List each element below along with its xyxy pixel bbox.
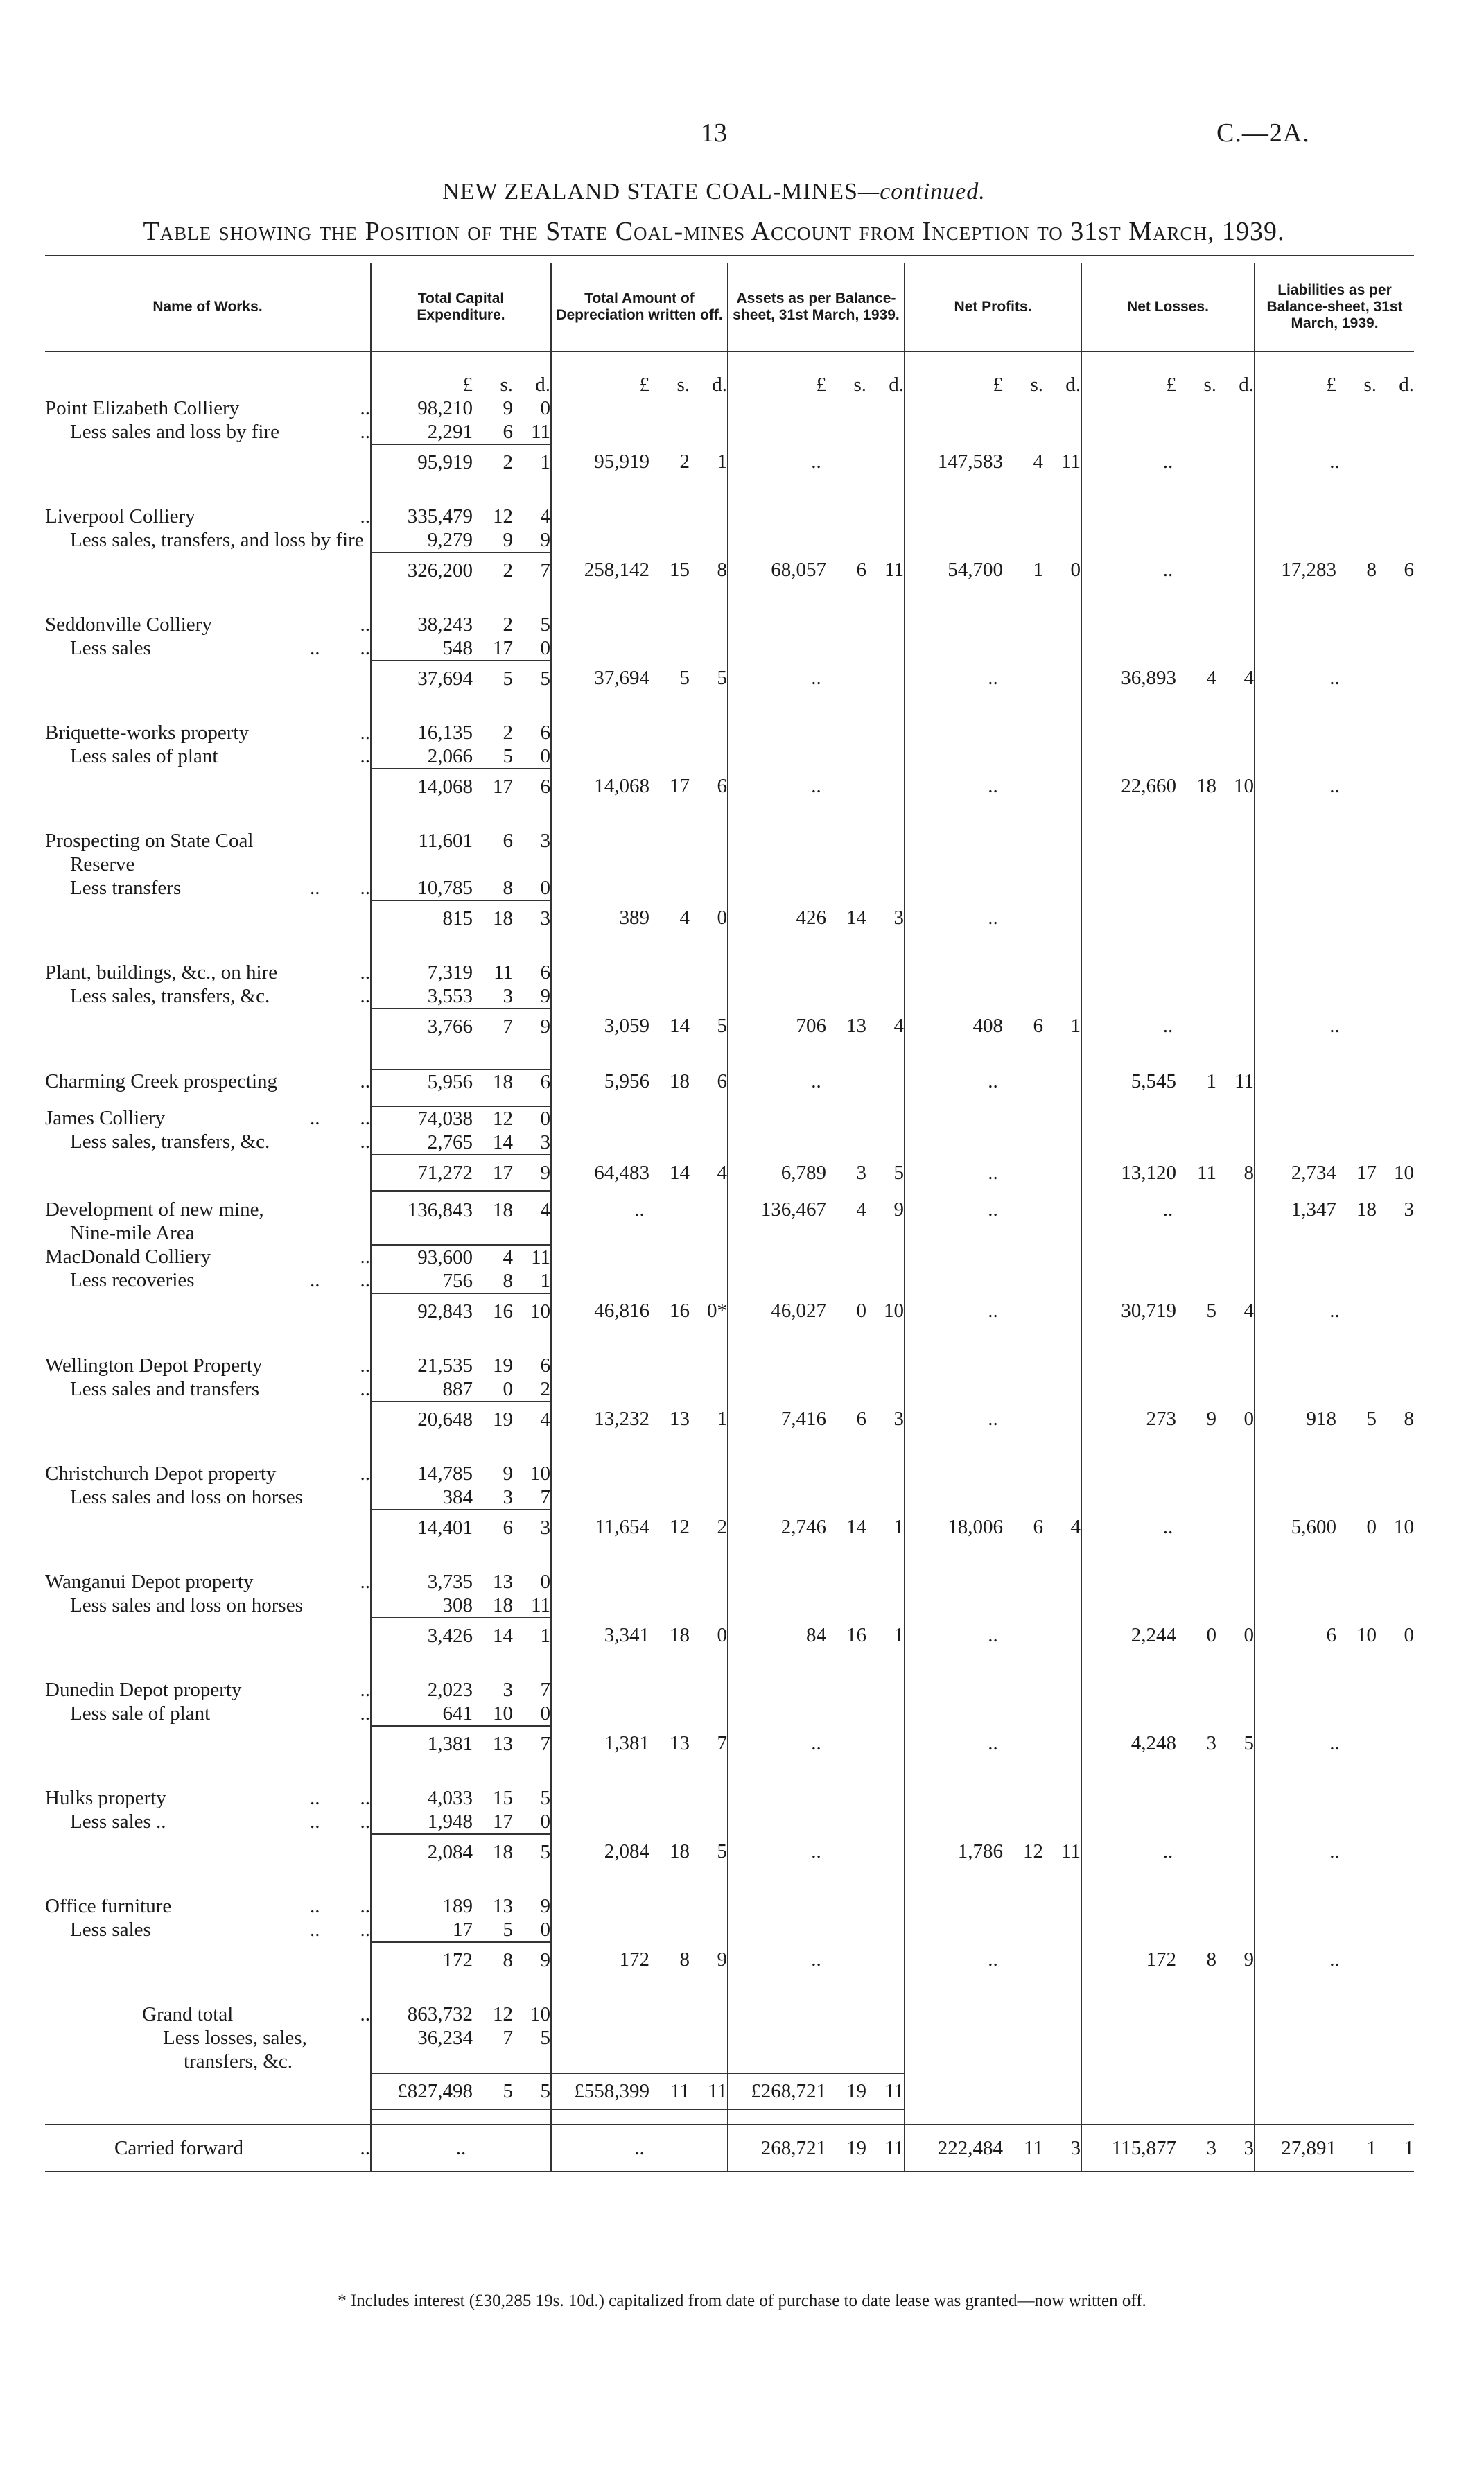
table-row: MacDonald Colliery .. Less recoveries .. .. 93,600 4 11 756 8 1 <box>45 1245 1414 1293</box>
table-row: Charming Creek prospecting .. 5,956 18 6 5,956 18 6 .. .. 5,545 1 11 <box>45 1070 1414 1094</box>
subtotal-row: 172 8 9 172 8 9 .. .. 172 8 9 .. <box>45 1942 1414 1978</box>
table-row: Hulks property .. .. Less sales .. .. .. 4,033 15 5 1,948 17 0 <box>45 1786 1414 1834</box>
subtotal-row: 3,426 14 1 3,341 18 0 84 16 1 .. 2,244 0 0 6 10 0 <box>45 1618 1414 1653</box>
subtotal-row: 20,648 19 4 13,232 13 1 7,416 6 3 .. 273 9 0 918 5 8 <box>45 1402 1414 1437</box>
table-row: Wellington Depot Property .. Less sales and transfers .. 21,535 19 6 887 0 2 <box>45 1354 1414 1402</box>
units-row: £ s. d. £ s. d. £ s. d. £ s. d. £ s. d. £ s. d. <box>45 351 1414 396</box>
footnote: * Includes interest (£30,285 19s. 10d.) capitalized from date of purchase to date lease was granted—now written off. <box>338 2292 1146 2310</box>
table-row: Point Elizabeth Colliery .. Less sales and loss by fire .. 98,210 9 0 2,291 6 11 <box>45 396 1414 444</box>
col-profits: Net Profits. <box>905 263 1081 351</box>
table-row: Wanganui Depot property .. Less sales and loss on horses 3,735 13 0 308 18 11 <box>45 1570 1414 1618</box>
subtotal-row: 3,766 7 9 3,059 14 5 706 13 4 408 6 1 .. .. <box>45 1009 1414 1044</box>
coal-mines-account-table <box>45 263 1414 2172</box>
subtotal-row: 14,401 6 3 11,654 12 2 2,746 14 1 18,006 6 4 .. 5,600 0 10 <box>45 1510 1414 1545</box>
subtotal-row: 2,084 18 5 2,084 18 5 .. 1,786 12 11 .. .. <box>45 1834 1414 1869</box>
table-row: Liverpool Colliery .. Less sales, transfers, and loss by fire 335,479 12 4 9,279 9 9 <box>45 505 1414 552</box>
table-row: James Colliery .. .. Less sales, transfers, &c. .. 74,038 12 0 2,765 14 3 <box>45 1106 1414 1155</box>
grand-total-net-row: £827,498 5 5 £558,399 11 11 £268,721 19 11 <box>45 2073 1414 2109</box>
title-main: NEW ZEALAND STATE COAL-MINES <box>442 179 858 204</box>
col-losses: Net Losses. <box>1081 263 1255 351</box>
col-liabilities: Liabilities as per Balance-sheet, 31st March, 1939. <box>1255 263 1414 351</box>
subtotal-row: 92,843 16 10 46,816 16 0* 46,027 0 10 .. 30,719 5 4 .. <box>45 1293 1414 1329</box>
page-number: 13 <box>701 119 727 148</box>
grand-total-row: Grand total .. Less losses, sales, transfers, &c. 863,732 12 10 36,234 7 5 <box>45 2002 1414 2073</box>
document-code: C.—2A. <box>1216 119 1310 148</box>
subtotal-row: 14,068 17 6 14,068 17 6 .. .. 22,660 18 10 .. <box>45 769 1414 804</box>
document-title <box>0 179 1428 205</box>
header-row <box>45 263 1414 351</box>
col-assets: Assets as per Balance-sheet, 31st March, 1939. <box>728 263 905 351</box>
table-subtitle: Table showing the Position of the State Coal-mines Account from Inception to 31st March, 1939. <box>143 217 1285 246</box>
subtotal-row: 37,694 5 5 37,694 5 5 .. .. 36,893 4 4 .. <box>45 661 1414 696</box>
table-row: Christchurch Depot property .. Less sales and loss on horses 14,785 9 10 384 3 7 <box>45 1462 1414 1510</box>
table-row: Briquette-works property .. Less sales of plant .. 16,135 2 6 2,066 5 0 <box>45 721 1414 769</box>
subtotal-row: 326,200 2 7 258,142 15 8 68,057 6 11 54,700 1 0 .. 17,283 8 6 <box>45 552 1414 588</box>
col-name-of-works: Name of Works. <box>45 263 371 351</box>
table-row: Development of new mine, Nine-mile Area 136,843 18 4 .. 136,467 4 9 .. .. 1,347 18 3 <box>45 1191 1414 1245</box>
subtotal-row: 1,381 13 7 1,381 13 7 .. .. 4,248 3 5 .. <box>45 1726 1414 1761</box>
table-row: Prospecting on State Coal Reserve Less transfers .. .. 11,601 6 3 10,785 8 0 <box>45 829 1414 900</box>
table-row: Seddonville Colliery .. Less sales .. .. 38,243 2 5 548 17 0 <box>45 613 1414 661</box>
col-capital: Total Capital Expenditure. <box>371 263 551 351</box>
subtotal-row: 95,919 2 1 95,919 2 1 .. 147,583 4 11 .. .. <box>45 444 1414 480</box>
subtotal-row: 71,272 17 9 64,483 14 4 6,789 3 5 .. 13,120 11 8 2,734 17 10 <box>45 1155 1414 1191</box>
title-suffix: —continued. <box>857 179 986 204</box>
table-row: Plant, buildings, &c., on hire .. Less sales, transfers, &c. .. 7,319 11 6 3,553 3 9 <box>45 961 1414 1009</box>
subtotal-row: 815 18 3 389 4 0 426 14 3 .. <box>45 900 1414 936</box>
table-row: Dunedin Depot property .. Less sale of plant .. 2,023 3 7 641 10 0 <box>45 1678 1414 1726</box>
carried-forward-row: Carried forward .. .. .. 268,721 19 11 222,484 11 3 115,877 3 3 27,891 1 1 <box>45 2124 1414 2172</box>
table-row: Office furniture .. .. Less sales .. .. 189 13 9 17 5 0 <box>45 1894 1414 1942</box>
col-depreciation: Total Amount of Depreciation written off. <box>551 263 728 351</box>
top-rule <box>45 255 1414 256</box>
